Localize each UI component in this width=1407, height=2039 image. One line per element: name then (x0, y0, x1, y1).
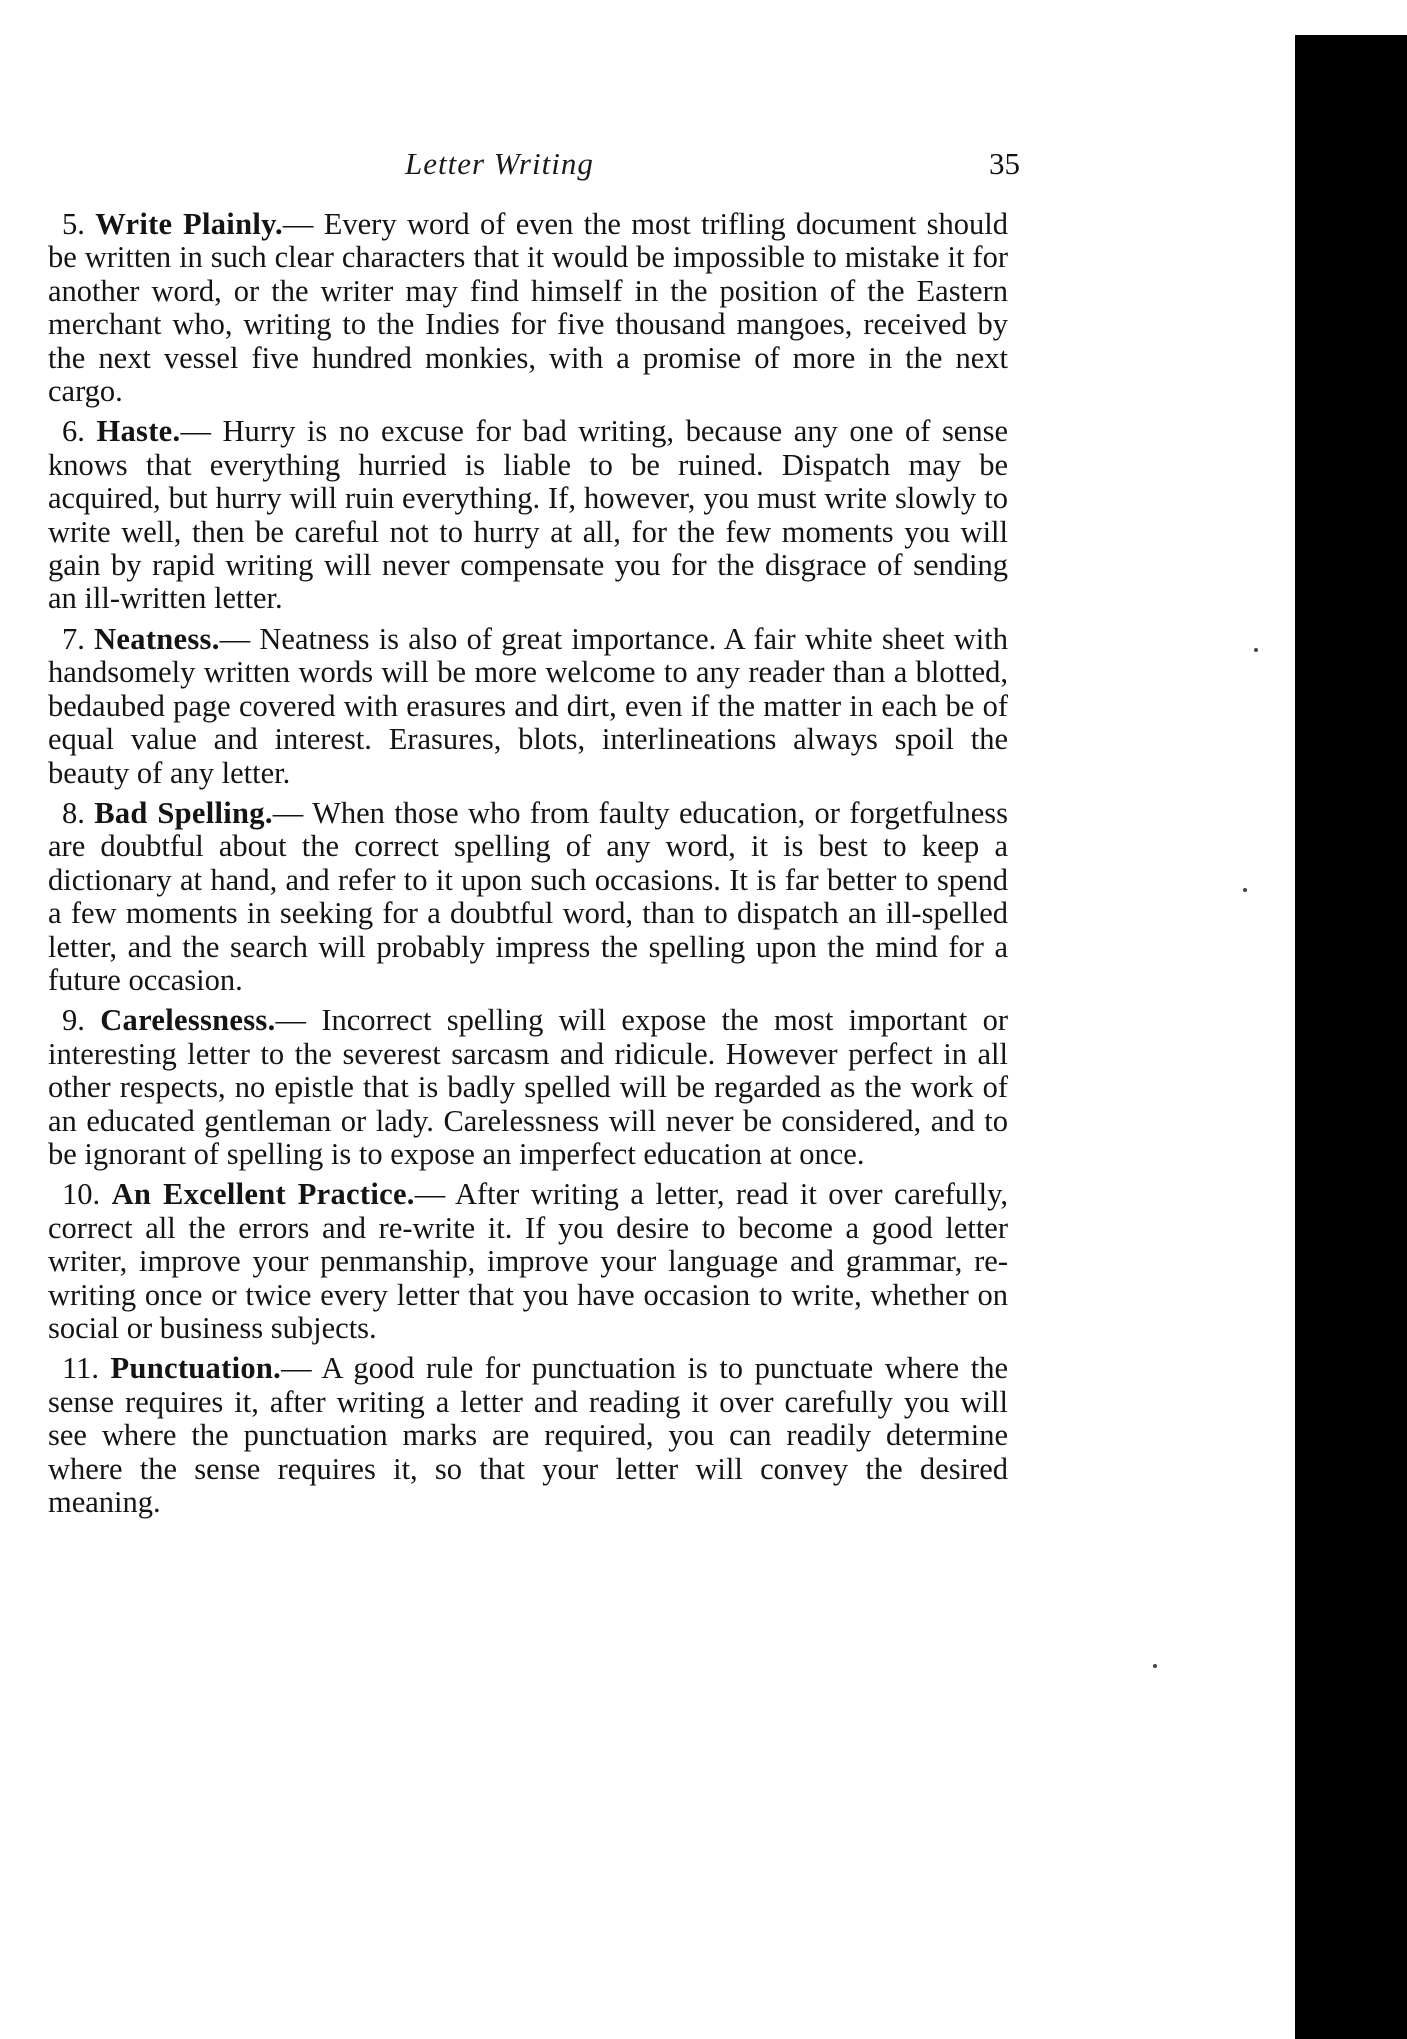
section-neatness (48, 623, 1008, 790)
scan-edge-shadow (1295, 35, 1407, 2039)
stray-ink-mark (1153, 1664, 1157, 1668)
section-heading: An Excellent Practice. (111, 1177, 415, 1212)
section-text: — Neatness is also of great importance. A fair white sheet with handsomely written words will be more welcome to any reader than a blotted, bedaubed page covered with erasures and dirt, even if the matter in each be of equal value and interest. Erasures, blots, interlineations always spoil the beauty of any letter. (48, 621, 1009, 790)
section-number: 9. (62, 1003, 85, 1038)
stray-ink-mark (1243, 888, 1247, 892)
section-text: — After writing a letter, read it over carefully, correct all the errors and re-write it. If you desire to become a good letter writer, improve your penmanship, improve your language and grammar, re-writing once or twice every letter that you have occasion to write, whether on social or business subjects. (48, 1177, 1008, 1345)
section-punctuation (48, 1352, 1008, 1519)
section-carelessness (48, 1004, 1008, 1171)
section-bad-spelling (48, 797, 1008, 997)
section-heading: Neatness. (94, 621, 220, 656)
section-text: — A good rule for punctuation is to punctuate where the sense requires it, after writing a letter and reading it over carefully you will see where the punctuation marks are required, you can readily determine where the sense requires it, so that your letter will convey the desired meaning. (48, 1351, 1008, 1520)
section-excellent-practice (48, 1178, 1008, 1345)
body-text (48, 208, 1008, 1526)
section-number: 7. (62, 621, 85, 656)
section-number: 5. (62, 207, 85, 241)
section-text: — Every word of even the most trifling document should be written in such clear characters that it would be impossible to mistake it for another word, or the writer may find himself in the position of the Eastern merchant who, writing to the Indies for five thousand mangoes, received by the next vessel five hundred monkies, with a promise of more in the next cargo. (48, 207, 1008, 409)
section-number: 11. (62, 1351, 99, 1386)
section-heading: Carelessness. (100, 1003, 276, 1038)
section-number: 10. (62, 1177, 101, 1212)
section-haste (48, 415, 1008, 615)
section-write-plainly (48, 208, 1008, 408)
running-header (50, 146, 1020, 186)
section-heading: Write Plainly. (95, 207, 283, 241)
section-text: — When those who from faulty education, or forgetfulness are doubtful about the correct spelling of any word, it is best to keep a dictionary at hand, and refer to it upon such occasions. It is far better to spend a few moments in seeking for a doubtful word, than to dispatch an ill-spelled letter, and the search will probably impress the spelling upon the mind for a future occasion. (48, 795, 1009, 997)
section-number: 6. (62, 414, 85, 449)
section-heading: Haste. (96, 414, 181, 449)
stray-ink-mark (1254, 648, 1258, 652)
section-text: — Hurry is no excuse for bad writing, because any one of sense knows that everything hurried is liable to be ruined. Dispatch may be acquired, but hurry will ruin everything. If, however, you must write slowly to write well, then be careful not to hurry at all, for the few moments you will gain by rapid writing will never compensate you for the disgrace of sending an ill-written letter. (48, 414, 1009, 616)
running-title: Letter Writing (405, 146, 594, 181)
section-heading: Punctuation. (110, 1351, 282, 1386)
section-text: — Incorrect spelling will expose the most important or interesting letter to the severest sarcasm and ridicule. However perfect in all other respects, no epistle that is badly spelled will be regarded as the work of an educated gentleman or lady. Carelessness will never be considered, and to be ignorant of spelling is to expose an imperfect education at once. (48, 1003, 1008, 1171)
page-number: 35 (989, 146, 1020, 181)
section-heading: Bad Spelling. (94, 795, 273, 830)
section-number: 8. (62, 795, 85, 830)
